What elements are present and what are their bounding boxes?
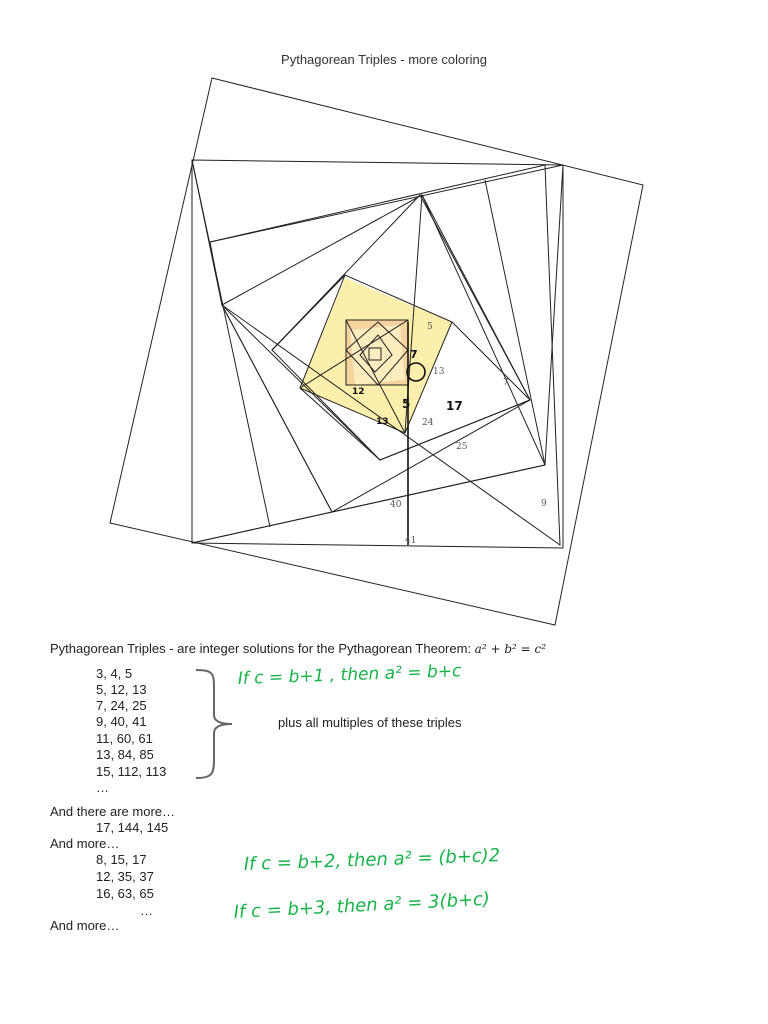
triple-item: 17, 144, 145 <box>96 820 169 835</box>
label-41: 41 <box>405 536 417 546</box>
triple-ellipsis: … <box>96 780 109 795</box>
and-there-are-more: And there are more… <box>50 804 176 819</box>
triple-item: 7, 24, 25 <box>96 698 147 713</box>
page-title: Pythagorean Triples - more coloring <box>281 52 487 67</box>
and-more: And more… <box>50 918 120 933</box>
and-more: And more… <box>50 836 120 851</box>
label-40: 40 <box>390 500 402 510</box>
triple-item: 8, 15, 17 <box>96 852 147 867</box>
label-5: 5 <box>427 322 433 332</box>
handwritten-note-1: If c = b+1 , then a² = b+c <box>237 661 462 689</box>
triple-item: 3, 4, 5 <box>96 666 133 681</box>
plus-multiples-note: plus all multiples of these triples <box>278 715 462 730</box>
triple-ellipsis: … <box>140 903 153 918</box>
label-25: 25 <box>456 442 468 452</box>
pythagorean-formula: a² + b² = c² <box>474 642 547 656</box>
triple-item: 16, 63, 65 <box>96 886 154 901</box>
label-9: 9 <box>541 499 547 509</box>
hand-label-17: 17 <box>446 399 463 413</box>
handwritten-note-3: If c = b+3, then a² = 3(b+c) <box>233 888 491 923</box>
triple-item: 13, 84, 85 <box>96 747 154 762</box>
label-13: 13 <box>433 367 445 377</box>
intro-line <box>50 641 546 656</box>
handwritten-note-2: If c = b+2, then a² = (b+c)2 <box>243 845 501 875</box>
hand-label-5: 5 <box>402 397 411 411</box>
pale-yellow-coloring <box>350 325 405 385</box>
triple-item: 15, 112, 113 <box>96 764 167 779</box>
label-24: 24 <box>422 418 434 428</box>
hand-label-7: 7 <box>410 348 418 361</box>
hand-label-12: 12 <box>352 387 365 397</box>
hand-label-13: 13 <box>376 417 389 427</box>
triple-item: 9, 40, 41 <box>96 714 147 729</box>
triple-item: 11, 60, 61 <box>96 731 153 746</box>
intro-text: Pythagorean Triples - are integer solutions for the Pythagorean Theorem: <box>50 641 475 656</box>
label-7: 7 <box>503 378 509 388</box>
triple-item: 12, 35, 37 <box>96 869 154 884</box>
triple-item: 5, 12, 13 <box>96 682 147 697</box>
